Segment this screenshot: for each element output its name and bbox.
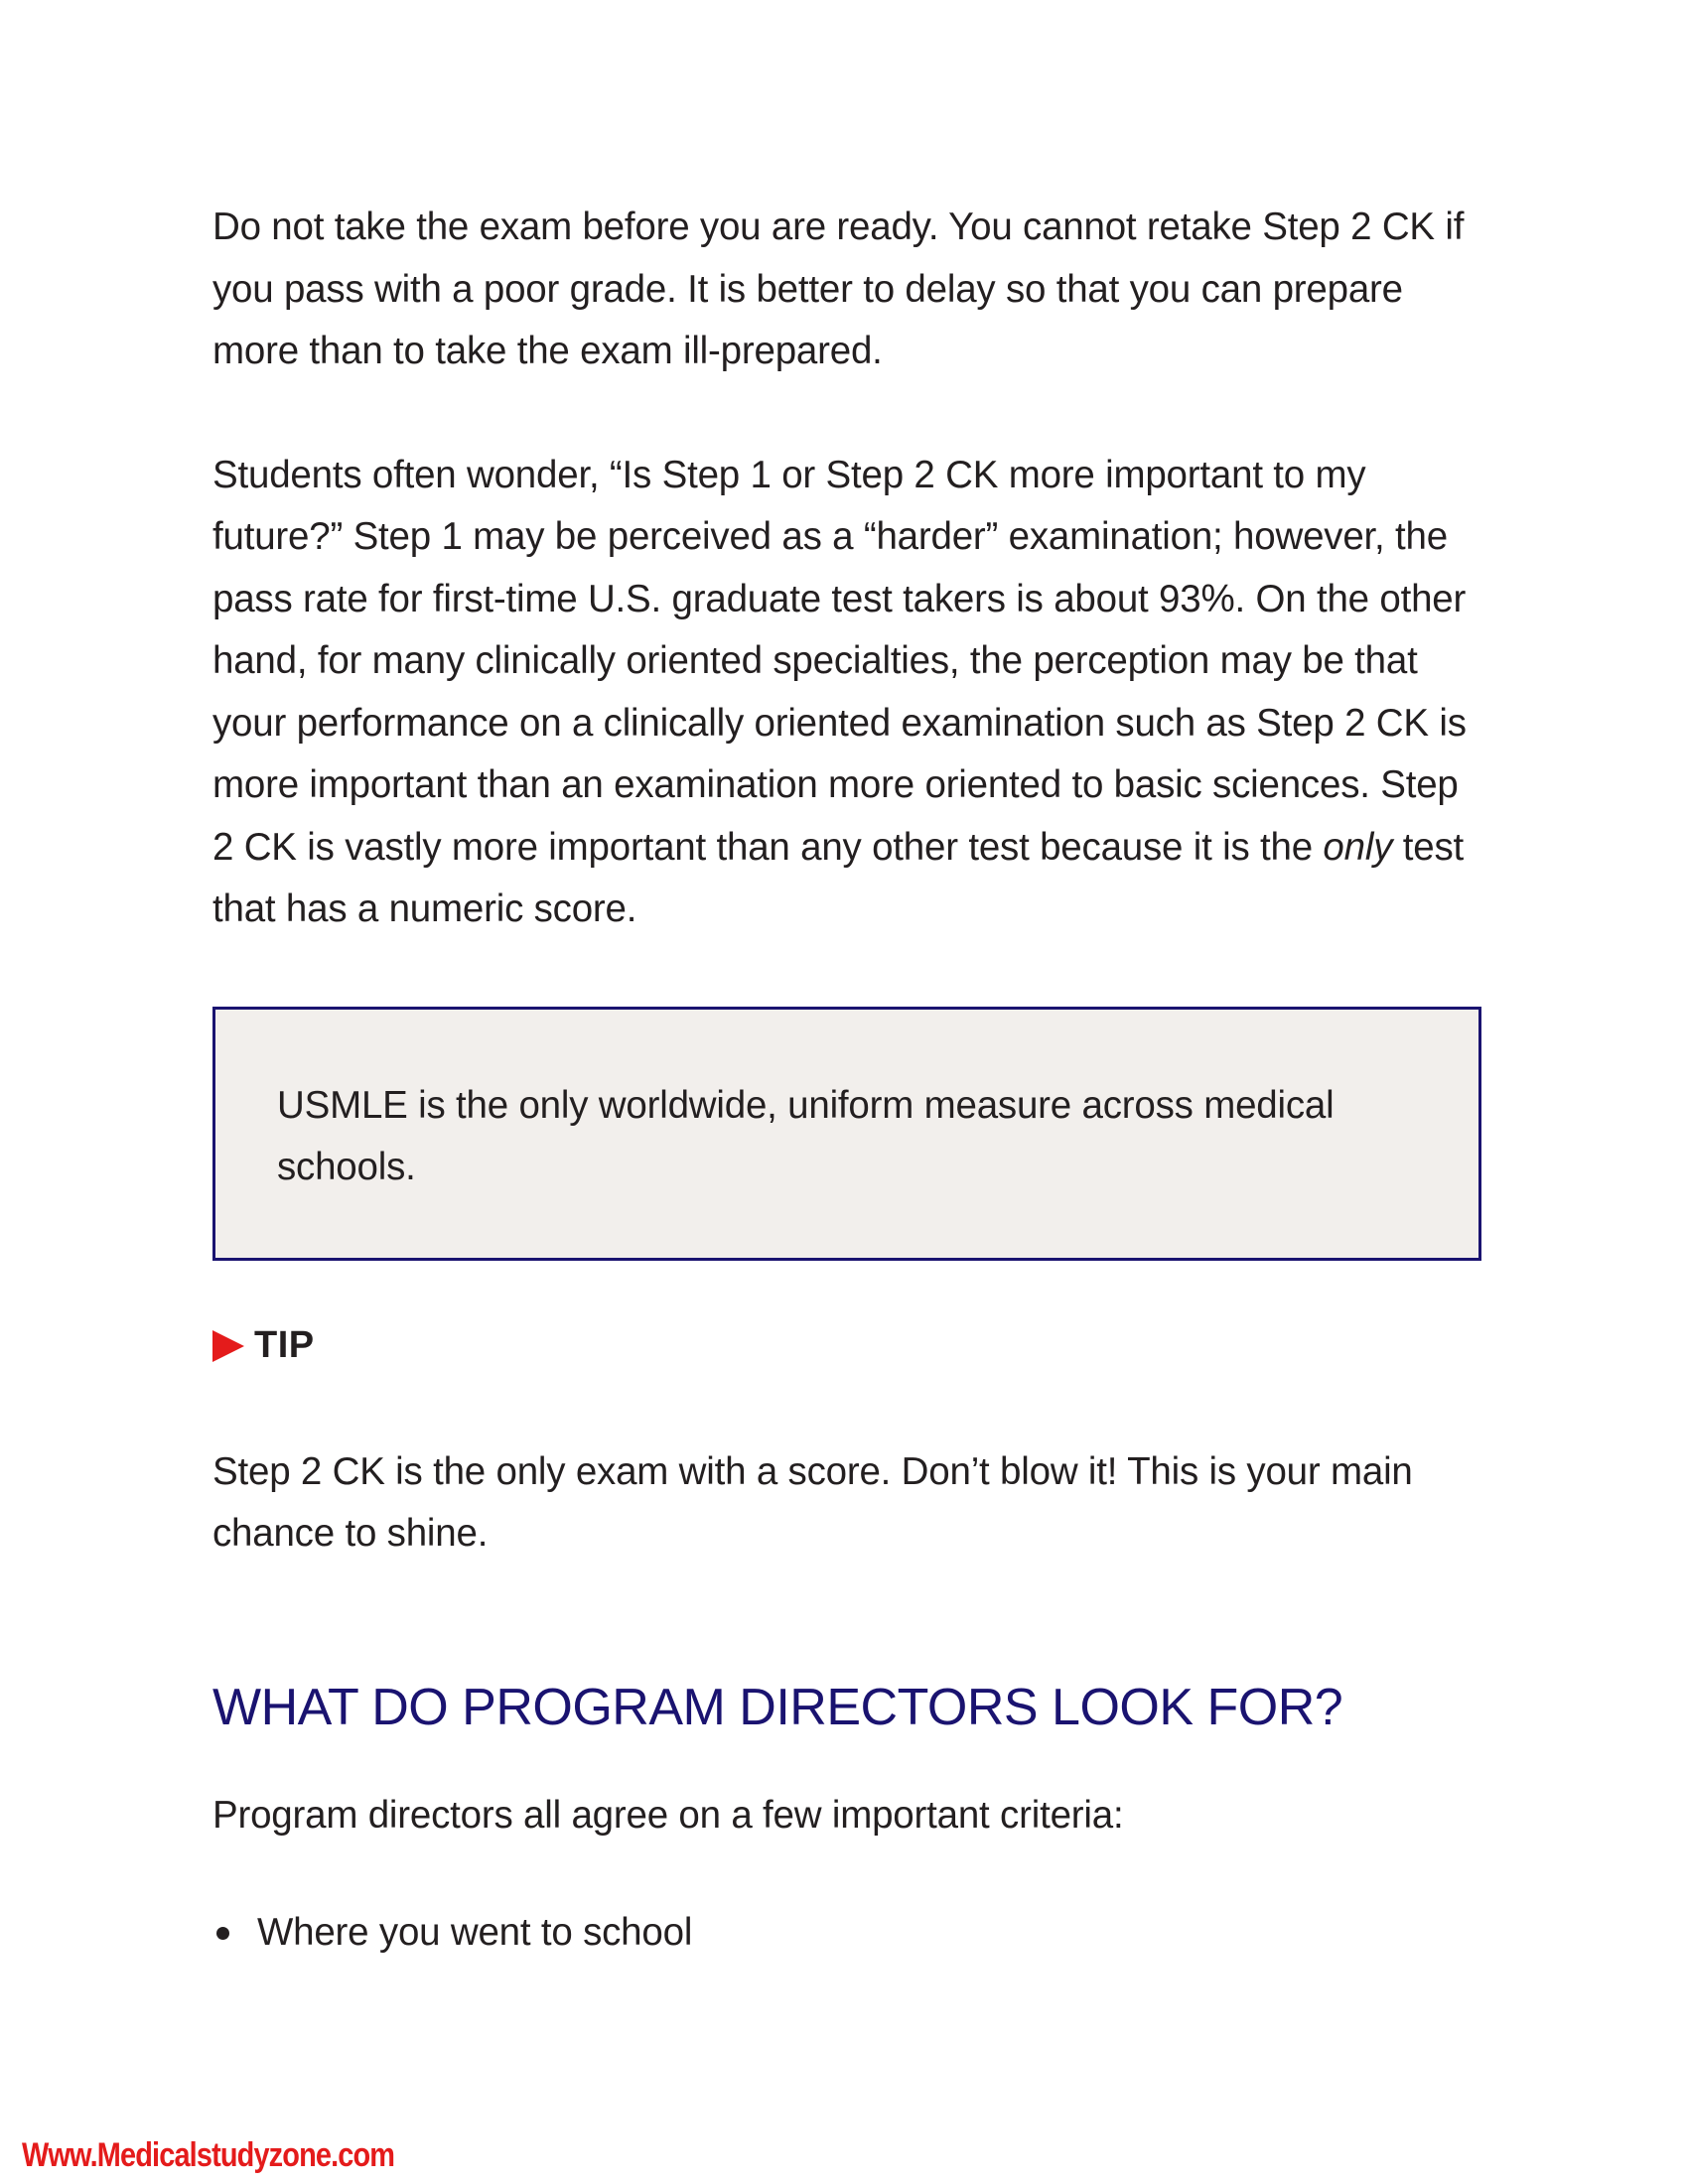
- callout-box: [212, 1007, 1481, 1261]
- list-item-text: Where you went to school: [257, 1911, 693, 1955]
- play-arrow-icon: [212, 1330, 244, 1362]
- emphasis-only: only: [1323, 825, 1393, 869]
- tip-label: TIP: [254, 1324, 315, 1366]
- tip-text: Step 2 CK is the only exam with a score. Don’t blow it! This is your main chance to shine.: [212, 1449, 1413, 1555]
- section-intro: Program directors all agree on a few important criteria:: [212, 1793, 1124, 1837]
- list-item: [212, 1902, 1483, 1965]
- paragraph-step-importance-end: test that has a numeric score.: [212, 825, 1465, 930]
- page-content: [212, 197, 1483, 1965]
- bullet-icon: [216, 1927, 229, 1940]
- criteria-list: [212, 1902, 1483, 1965]
- watermark: Www.Medicalstudyzone.com: [22, 2136, 395, 2174]
- paragraph-step-importance: [212, 445, 1483, 941]
- callout-text: USMLE is the only worldwide, uniform measure across medical schools.: [277, 1083, 1335, 1188]
- paragraph-step-importance-text: Students often wonder, “Is Step 1 or Step 2 CK more important to my future?” Step 1 may be perceived as a “harder” examination; however, the pass rate for first-time U.S. graduate test takers is about 93%. On the other hand, for many clinically oriented specialties, the perception may be that your performance on a clinically oriented examination such as Step 2 CK is more important than an examination more oriented to basic sciences. Step 2 CK is vastly more important than any other test because it is the: [212, 453, 1467, 869]
- section-heading: WHAT DO PROGRAM DIRECTORS LOOK FOR?: [212, 1678, 1343, 1736]
- paragraph-exam-readiness: Do not take the exam before you are ready. You cannot retake Step 2 CK if you pass with a poor grade. It is better to delay so that you can prepare more than to take the exam ill-prepared.: [212, 205, 1465, 372]
- tip-header: [212, 1318, 1483, 1374]
